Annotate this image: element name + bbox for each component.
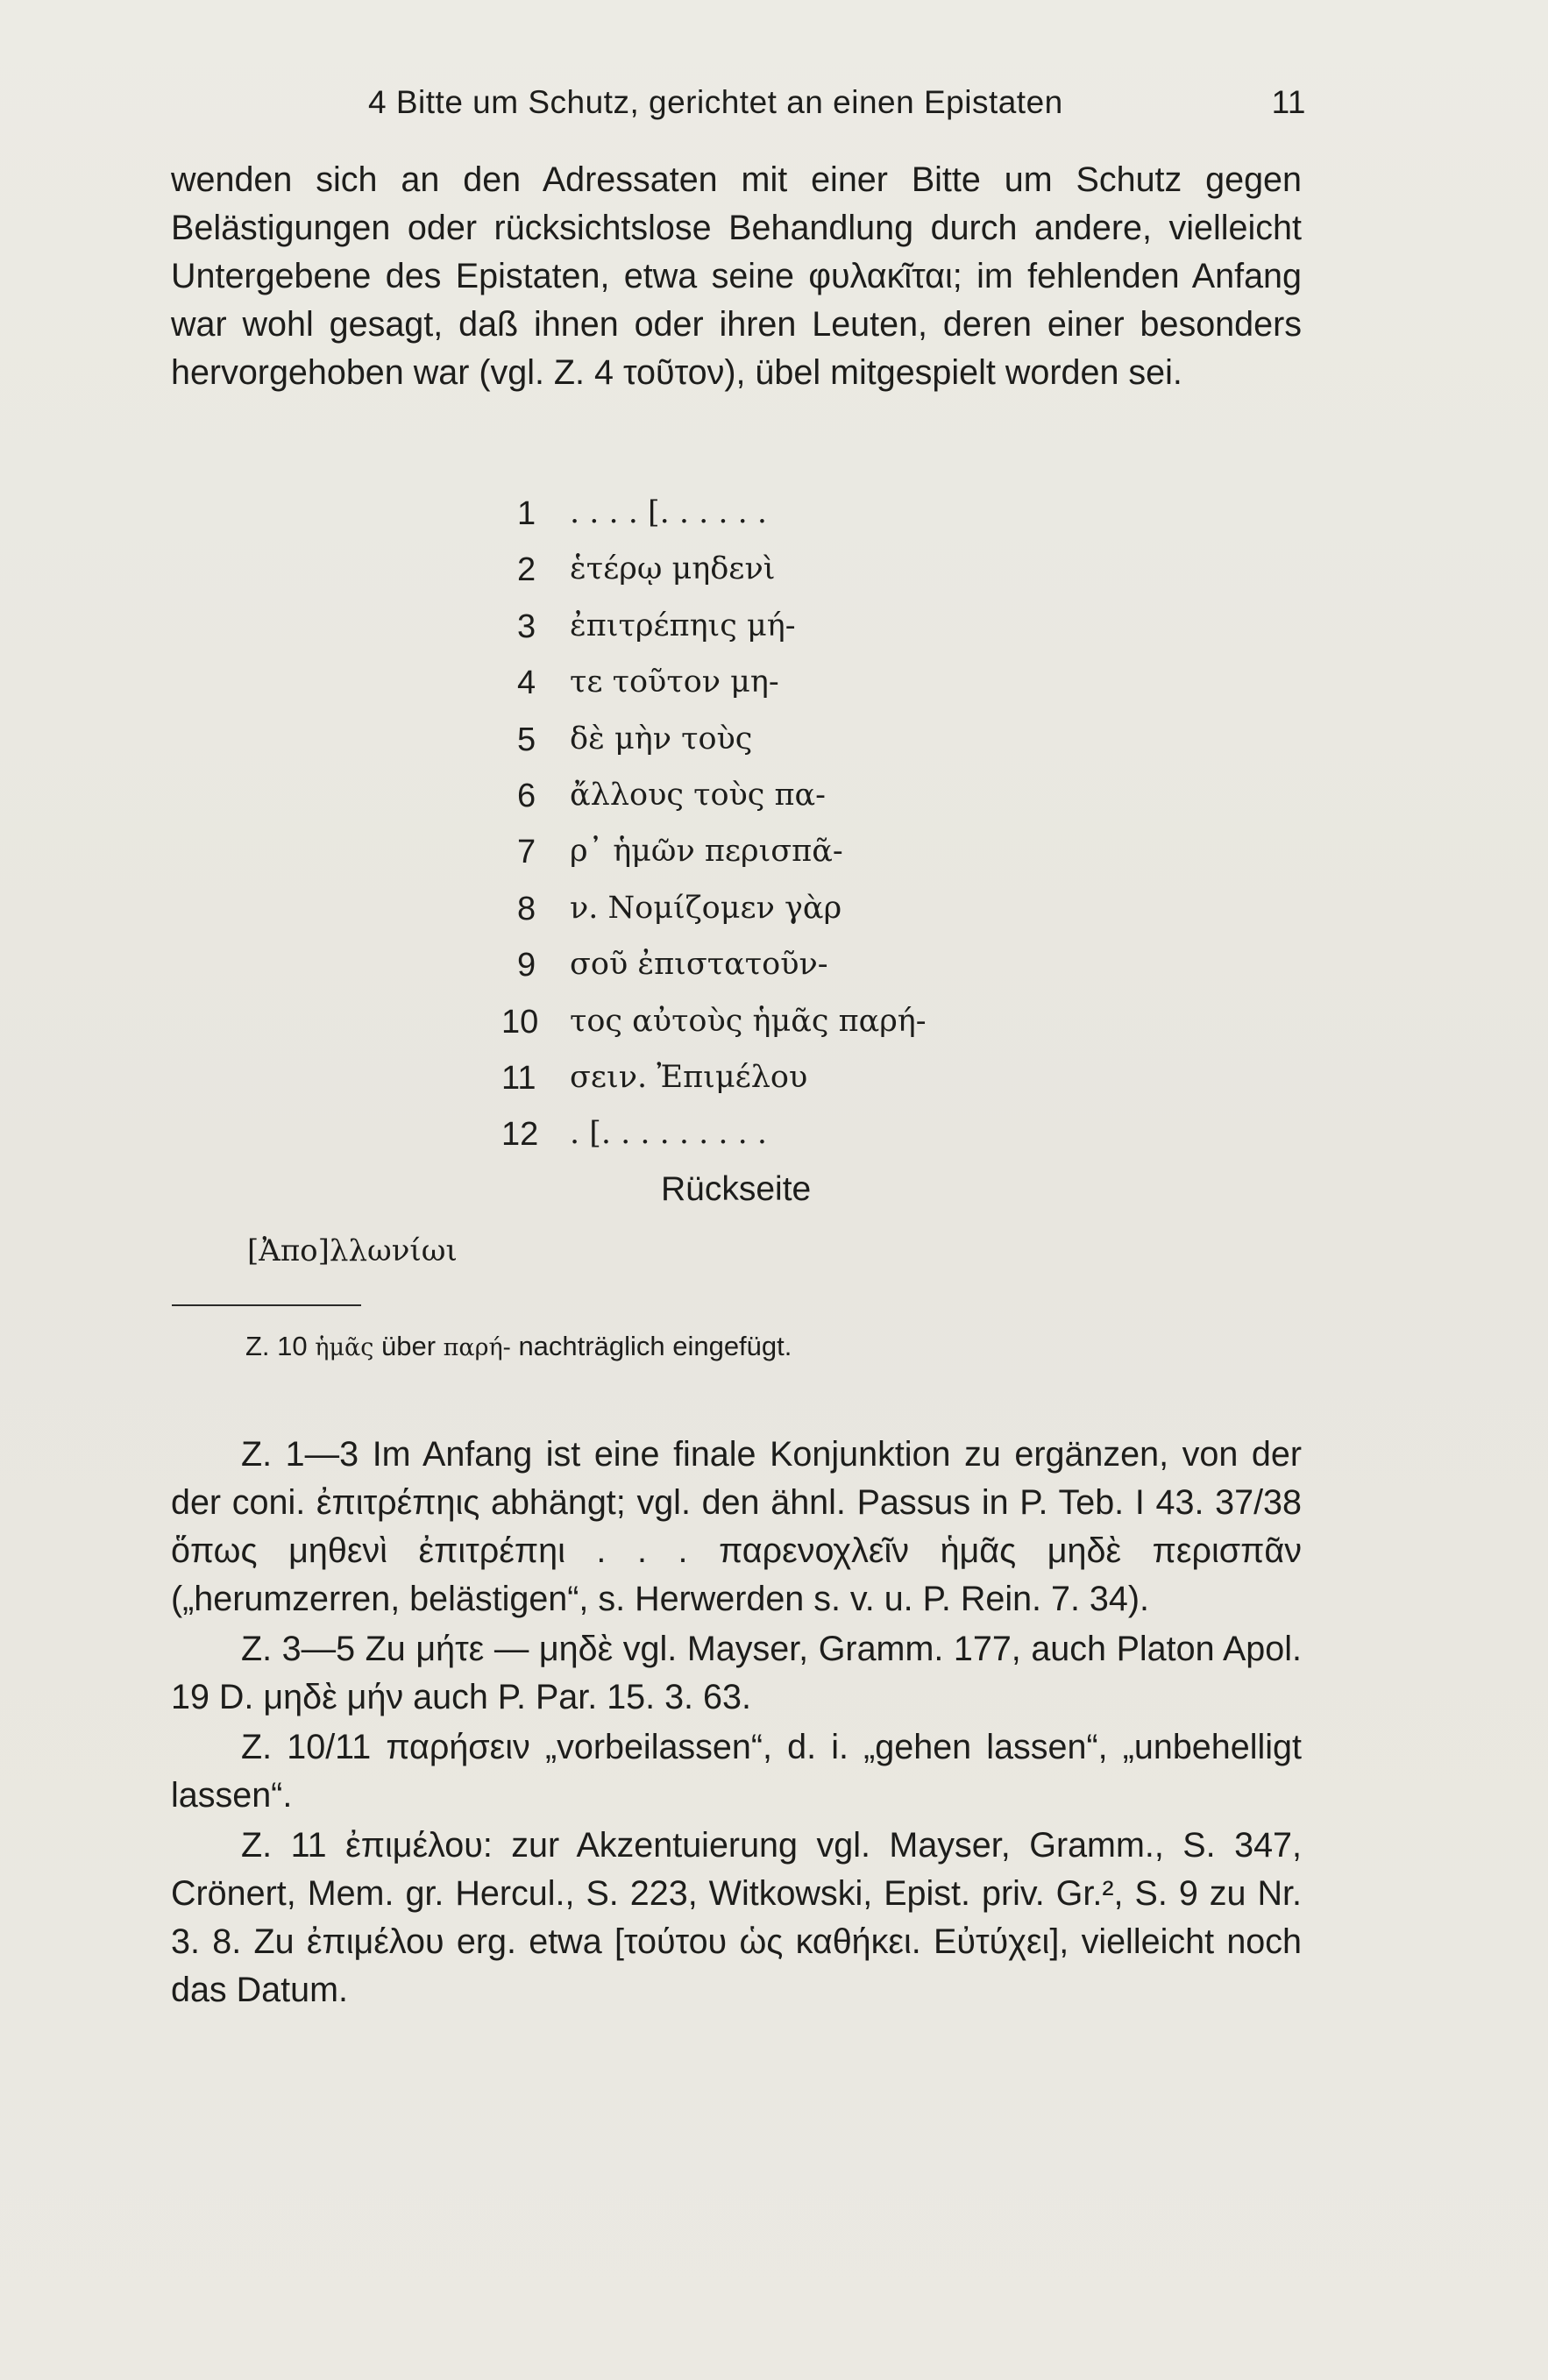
line-text: τε τοῦτον μη- [570,664,779,700]
line-text: ρ᾽ ἡμῶν περισπᾶ- [570,834,843,870]
line-text: ἑτέρῳ μηδενὶ [570,551,776,587]
verso-heading: Rückseite [661,1170,812,1208]
apparatus-word: über [380,1331,437,1361]
line-number: 3 [517,607,536,645]
line-number: 8 [517,890,536,927]
line-text: τος αὐτοὺς ἡμᾶς παρή- [570,1003,927,1039]
intro-paragraph [171,156,1302,397]
commentary-note: Z. 10/11 παρήσειν „vorbeilassen“, d. i. „gehen lassen“, „unbehelligt lassen“. [171,1728,1302,1815]
line-number: 5 [517,721,536,758]
footnote-rule [172,1304,361,1306]
commentary-note: Z. 1—3 Im Anfang ist eine finale Konjunktion zu ergänzen, von der der coni. ἐπιτρέπηις abhängt; vgl. den ähnl. Passus in P. Teb. I 43. 37/38 ὅπως μηθενὶ ἐπιτρέπηι . . . παρενοχλεῖν ἡμᾶς μηδὲ περισπᾶν („herumzerren, belästigen“, s. Herwerden s. v. u. P. Rein. 7. 34). [171,1435,1302,1618]
intro-text: wenden sich an den Adressaten mit einer Bitte um Schutz gegen Belästigungen oder rücksichtslose Behandlung durch andere, vielleicht Untergebene des Epistaten, etwa seine φυλακῖται; im fehlenden Anfang war wohl gesagt, daß ihnen oder ihren Leuten, deren einer besonders hervorgehoben war (vgl. Z. 4 τοῦτον), übel mitgespielt worden sei. [171,160,1302,392]
line-text: . [. . . . . . . . . [570,1116,768,1152]
line-text: ν. Νομίζομεν γὰρ [570,890,842,926]
line-number: 10 [501,1003,539,1041]
apparatus-greek: ἡμᾶς [315,1334,374,1361]
line-text: ἄλλους τοὺς πα- [570,777,826,813]
apparatus-rest: nachträglich eingefügt. [518,1331,792,1361]
line-number: 7 [517,834,536,871]
line-text: σοῦ ἐπιστατοῦν- [570,947,828,983]
line-number: 12 [501,1116,539,1154]
page-number: 11 [1271,84,1306,120]
running-header [368,84,1306,137]
apparatus-label: Z. 10 [245,1331,308,1361]
commentary [171,1431,1302,2016]
line-number: 4 [517,664,536,702]
commentary-note: Z. 3—5 Zu μήτε — μηδὲ vgl. Mayser, Gramm. 177, auch Platon Apol. 19 D. μηδὲ μήν auch P. Par. 15. 3. 63. [171,1630,1302,1716]
line-text: δὲ μὴν τοὺς [570,721,753,757]
line-text: . . . . [. . . . . . [570,495,768,530]
line-number: 9 [517,947,536,984]
line-text: σειν. Ἐπιμέλου [570,1059,808,1095]
line-number: 2 [517,551,536,589]
line-text: ἐπιτρέπηις μή- [570,607,796,643]
apparatus-note [245,1331,792,1362]
line-number: 1 [517,495,536,532]
line-number: 11 [501,1059,536,1097]
line-number: 6 [517,777,536,814]
verso-text: [Ἀπο]λλωνίωι [247,1233,458,1268]
running-title: 4 Bitte um Schutz, gerichtet an einen Epistaten [368,84,1063,120]
commentary-note: Z. 11 ἐπιμέλου: zur Akzentuierung vgl. Mayser, Gramm., S. 347, Crönert, Mem. gr. Hercul., S. 223, Witkowski, Epist. priv. Gr.², S. 9 zu Nr. 3. 8. Zu ἐπιμέλου erg. etwa [τούτου ὡς καθήκει. Εὐτύχει], vielleicht noch das Datum. [171,1826,1302,2009]
apparatus-greek: παρή- [443,1334,511,1361]
